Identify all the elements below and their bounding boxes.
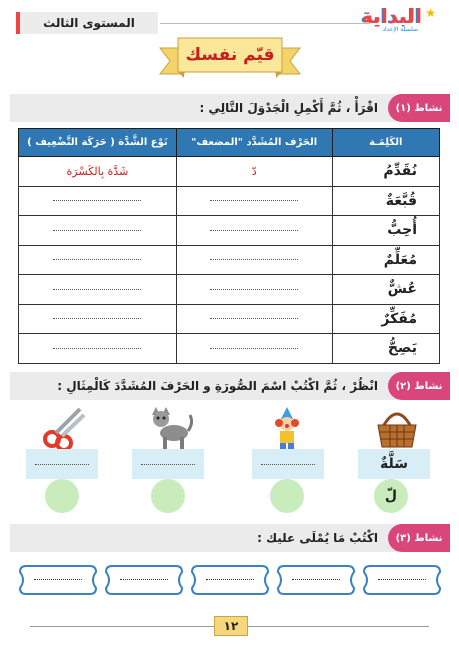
letter-cell[interactable]: دّ	[176, 157, 332, 187]
title-banner	[158, 34, 302, 82]
type-cell[interactable]	[19, 275, 177, 305]
dictation-slot-3[interactable]	[190, 564, 270, 596]
page-title: قيّم نفسك	[185, 45, 275, 65]
dictation-slot-2[interactable]	[276, 564, 356, 596]
activity-1-table	[18, 128, 440, 364]
blank-line	[35, 464, 89, 465]
word-cell: أُحِبُّ	[332, 216, 439, 246]
blank-line	[261, 464, 315, 465]
blank-line	[210, 289, 298, 290]
activity-1-instruction: اقْرَأْ ، ثُمَّ أَكْمِلِ الْجَدْوَلَ التَّالِي :	[199, 101, 378, 115]
activity-2-badge: نشاط (٢)	[388, 372, 450, 400]
dictation-slot-4[interactable]	[104, 564, 184, 596]
word-cell: مُفَكِّرٌ	[332, 304, 439, 334]
table-row	[19, 304, 440, 334]
table-row	[19, 275, 440, 305]
activity-2-bar	[10, 372, 450, 400]
logo	[352, 4, 440, 38]
blank-line	[53, 318, 141, 319]
level-label: المستوى الثالث	[16, 12, 158, 34]
dictation-slot-1[interactable]	[362, 564, 442, 596]
blank-line	[210, 200, 298, 201]
letter-circle-3[interactable]	[151, 479, 185, 513]
blank-line	[34, 579, 82, 580]
page-header	[10, 4, 450, 34]
word-cell: مُعَلِّمٌ	[332, 245, 439, 275]
activity-3-instruction: اكْتُبْ مَا يُمْلَى عليك :	[257, 531, 378, 545]
letter-cell[interactable]	[176, 216, 332, 246]
letter-circle-2[interactable]	[270, 479, 304, 513]
type-cell[interactable]	[19, 334, 177, 364]
scissors-icon	[40, 405, 90, 451]
blank-line	[206, 579, 254, 580]
cat-icon	[144, 405, 194, 451]
activity-2-instruction: انْظُرْ ، ثُمَّ اكْتُبْ اسْمَ الصُّورَةِ و الحَرْفَ المُشَدَّدَ كَالْمِثَالِ :	[57, 379, 378, 393]
activity-3-bar	[10, 524, 450, 552]
type-cell[interactable]	[19, 245, 177, 275]
blank-line	[53, 348, 141, 349]
letter-cell[interactable]	[176, 275, 332, 305]
blank-line	[210, 259, 298, 260]
table-row	[19, 157, 440, 187]
table-header-letter: الحَرْف المُشَدَّد "المضعف"	[176, 129, 332, 157]
type-cell[interactable]	[19, 216, 177, 246]
blank-line	[210, 318, 298, 319]
word-cell: نُقَدِّمُ	[332, 157, 439, 187]
blank-line	[210, 230, 298, 231]
blank-line	[378, 579, 426, 580]
dictation-slot-5[interactable]	[18, 564, 98, 596]
blank-line	[210, 348, 298, 349]
type-cell[interactable]	[19, 186, 177, 216]
activity-1-bar	[10, 94, 450, 122]
blank-line	[53, 200, 141, 201]
answer-box-2[interactable]	[252, 449, 324, 479]
table-header-row	[19, 129, 440, 157]
answer-box-3[interactable]	[132, 449, 204, 479]
blank-line	[120, 579, 168, 580]
logo-subtext: سلسلة الإعداد	[382, 26, 418, 33]
clown-icon	[262, 405, 312, 451]
word-cell: قُبَّعَةٌ	[332, 186, 439, 216]
logo-text: البداية	[361, 4, 422, 28]
blank-line	[53, 289, 141, 290]
letter-cell[interactable]	[176, 186, 332, 216]
activity-1-badge: نشاط (١)	[388, 94, 450, 122]
letter-cell[interactable]	[176, 304, 332, 334]
table-row	[19, 334, 440, 364]
letter-cell[interactable]	[176, 245, 332, 275]
letter-circle-4[interactable]	[45, 479, 79, 513]
word-cell: يَصِحُّ	[332, 334, 439, 364]
table-row	[19, 216, 440, 246]
table-header-type: نَوْع الشَّدَّة ( حَرَكَة التَّضْعِيف )	[19, 129, 177, 157]
answer-box-1[interactable]: سَلَّةٌ	[358, 449, 430, 479]
blank-line	[141, 464, 195, 465]
table-row	[19, 186, 440, 216]
word-cell: عُشٌّ	[332, 275, 439, 305]
type-cell[interactable]	[19, 304, 177, 334]
letter-cell[interactable]	[176, 334, 332, 364]
blank-line	[53, 230, 141, 231]
blank-line	[53, 259, 141, 260]
answer-box-4[interactable]	[26, 449, 98, 479]
type-cell[interactable]: شَدَّة بِالكَسْرَة	[19, 157, 177, 187]
table-header-word: الكَلِمَـة	[332, 129, 439, 157]
star-icon: ★	[425, 6, 436, 20]
table-row	[19, 245, 440, 275]
letter-circle-1[interactable]: لّ	[374, 479, 408, 513]
blank-line	[292, 579, 340, 580]
basket-icon	[372, 405, 422, 451]
activity-3-badge: نشاط (٣)	[388, 524, 450, 552]
header-divider	[160, 23, 370, 24]
page-number: ١٢	[214, 616, 248, 636]
